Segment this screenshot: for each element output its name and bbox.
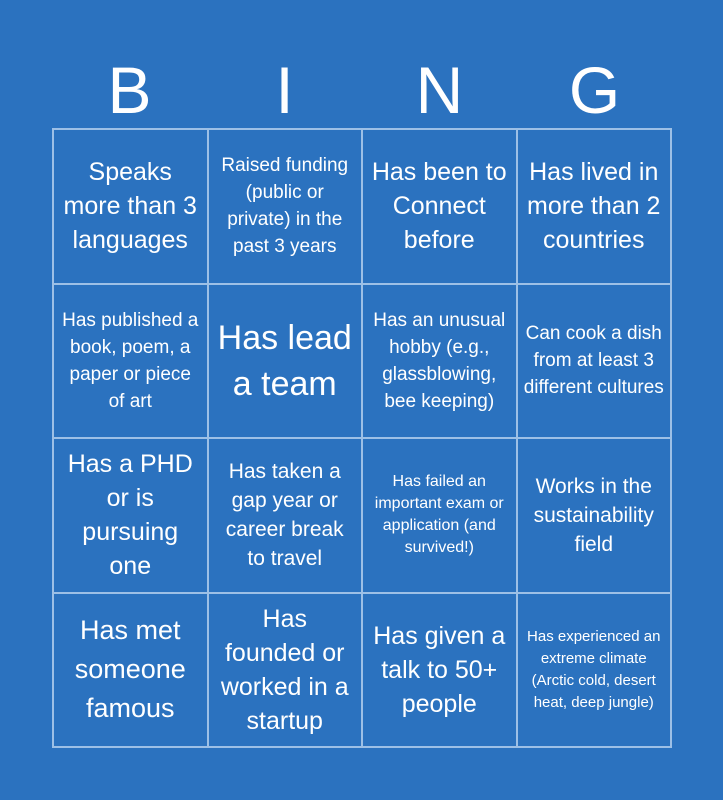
bingo-cell[interactable] — [517, 593, 672, 748]
cell-text: Has experienced an extreme climate (Arctic cold, desert heat, deep jungle) — [527, 627, 661, 711]
bingo-cell[interactable] — [517, 129, 672, 284]
bingo-cell[interactable] — [208, 438, 363, 593]
bingo-cell[interactable] — [53, 284, 208, 439]
cell-text: Has taken a gap year or career break to travel — [225, 460, 344, 571]
bingo-cell[interactable] — [208, 284, 363, 439]
header-letter-g: G — [568, 53, 621, 127]
cell-text: Can cook a dish from at least 3 different cultures — [523, 323, 664, 399]
cell-text: Works in the sustainability field — [533, 474, 654, 556]
bingo-cell[interactable] — [362, 284, 517, 439]
bingo-cell[interactable] — [517, 438, 672, 593]
bingo-cell[interactable] — [362, 438, 517, 593]
cell-text: Has published a book, poem, a paper or piece of art — [62, 309, 199, 412]
cell-text: Has failed an important exam or application (and survived!) — [374, 473, 504, 557]
cell-text: Has met someone famous — [74, 615, 186, 724]
bingo-header — [52, 52, 672, 128]
bingo-cell[interactable] — [208, 129, 363, 284]
cell-text: Has lived in more than 2 countries — [527, 158, 661, 255]
cell-text: Has given a talk to 50+ people — [373, 621, 506, 718]
cell-text: Raised funding (public or private) in the past 3 years — [221, 155, 349, 258]
cell-text: Has a PHD or is pursuing one — [67, 450, 193, 581]
bingo-cell[interactable] — [53, 438, 208, 593]
cell-text: Has an unusual hobby (e.g., glassblowing, bee keeping) — [373, 309, 506, 412]
bingo-cell[interactable] — [53, 129, 208, 284]
cell-text: Has been to Connect before — [371, 158, 507, 255]
bingo-cell[interactable] — [362, 129, 517, 284]
header-letter-i: I — [275, 53, 294, 127]
bingo-cell[interactable] — [517, 284, 672, 439]
bingo-cell[interactable] — [208, 593, 363, 748]
bingo-cell[interactable] — [362, 593, 517, 748]
cell-text: Has lead a team — [217, 318, 352, 403]
cell-text: Has founded or worked in a startup — [220, 604, 349, 735]
header-letter-n: N — [415, 53, 464, 127]
cell-text: Speaks more than 3 languages — [63, 158, 197, 255]
header-letter-b: B — [107, 53, 152, 127]
bingo-board — [52, 128, 672, 748]
bingo-cell[interactable] — [53, 593, 208, 748]
